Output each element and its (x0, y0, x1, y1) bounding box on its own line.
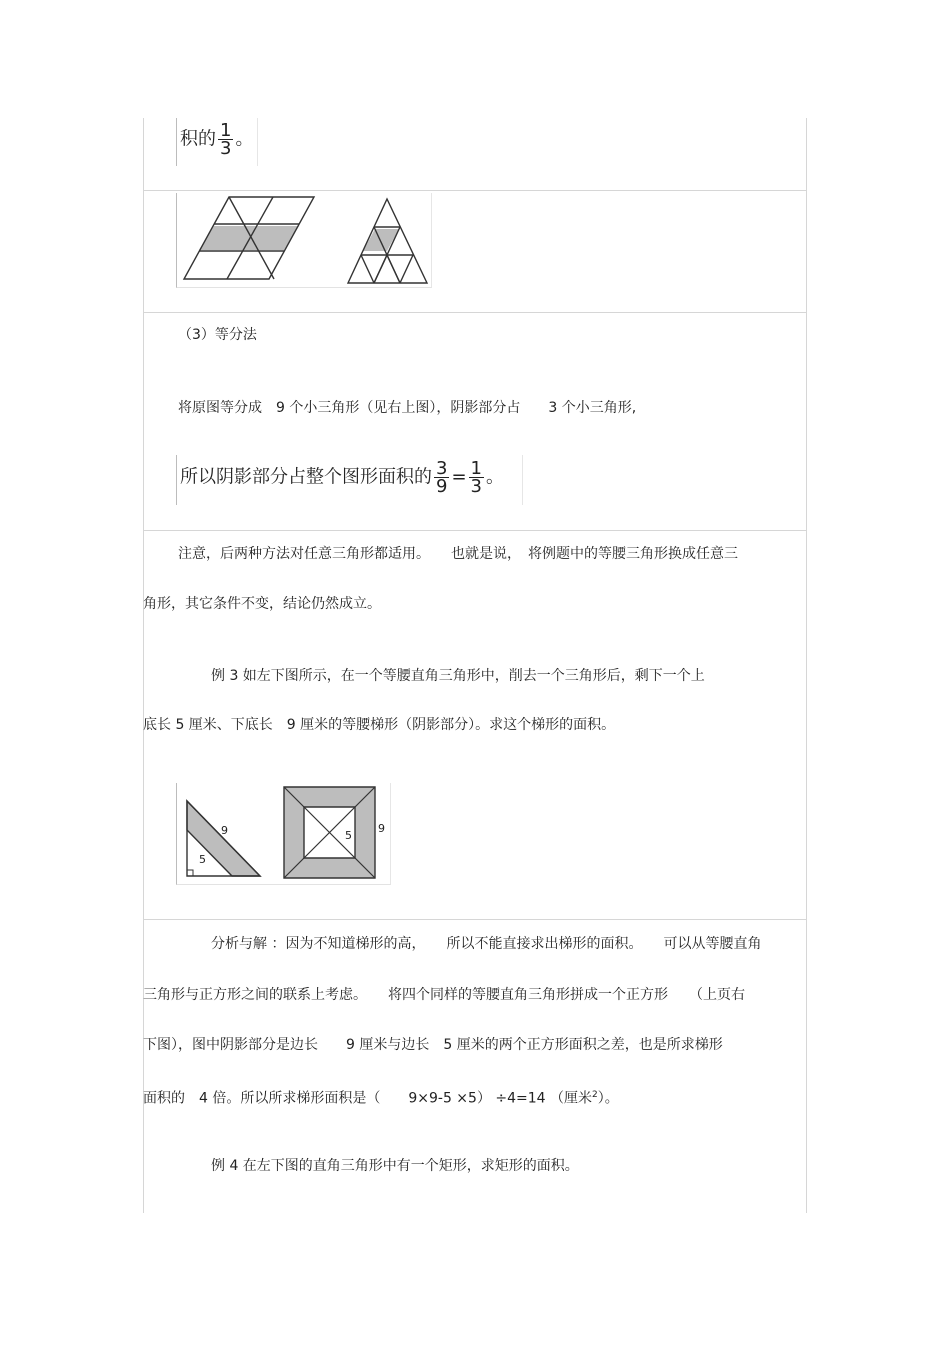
section-paragraph: 将原图等分成 9 个小三角形（见右上图），阴影部分占 3 个小三角形, (178, 400, 637, 416)
analysis-line-1: 分析与解 ：因为不知道梯形的高， 所以不能直接求出梯形的面积。 可以从等腰直角 (211, 936, 762, 952)
trapezoid-diagram (177, 783, 390, 884)
label-outer-9: 9 (378, 822, 385, 835)
section-heading: （3）等分法 (178, 327, 257, 343)
example4-line-1: 例 4 在左下图的直角三角形中有一个矩形，求矩形的面积。 (211, 1158, 579, 1174)
superscript-2: 2 (592, 1090, 598, 1100)
label-inner-5: 5 (345, 829, 352, 842)
label-9: 9 (221, 824, 228, 837)
analysis-line-4: 面积的 4 倍。所以所求梯形面积是（ 9×9-5 ×5） ÷4=14 （厘米$^2$）。 (143, 1090, 619, 1107)
row-divider (143, 919, 807, 920)
note-line-1: 注意，后两种方法对任意三角形都适用。 也就是说， 将例题中的等腰三角形换成任意三 (178, 546, 738, 562)
note-line-2: 角形，其它条件不变，结论仍然成立。 (143, 596, 381, 612)
example3-line-2: 底长 5 厘米、下底长 9 厘米的等腰梯形（阴影部分）。求这个梯形的面积。 (143, 717, 616, 733)
division-diagram (177, 193, 431, 287)
shaded-band (199, 226, 299, 250)
frame-right-line (806, 118, 807, 1213)
top-fraction-text: 积的 $\frac{1}{3}$ 。 (180, 120, 254, 159)
row-divider (143, 530, 807, 531)
row-divider (143, 312, 807, 313)
row-divider (143, 190, 807, 191)
label-5: 5 (199, 853, 206, 866)
figure-trapezoid-square (176, 783, 391, 885)
figure-parallelogram-triangle (176, 193, 432, 288)
analysis-line-3: 下图），图中阴影部分是边长 9 厘米与边长 5 厘米的两个正方形面积之差，也是所求梯形 (143, 1037, 723, 1053)
example3-line-1: 例 3 如左下图所示，在一个等腰直角三角形中，削去一个三角形后，剩下一个上 (211, 668, 705, 684)
analysis-line-2: 三角形与正方形之间的联系上考虑。 将四个同样的等腰直角三角形拼成一个正方形 （上页右 (143, 987, 745, 1003)
conclusion-formula: 所以阴影部分占整个图形面积的 $\frac{3}{9}$ = $\frac{1}{3}$ 。 (180, 458, 504, 497)
